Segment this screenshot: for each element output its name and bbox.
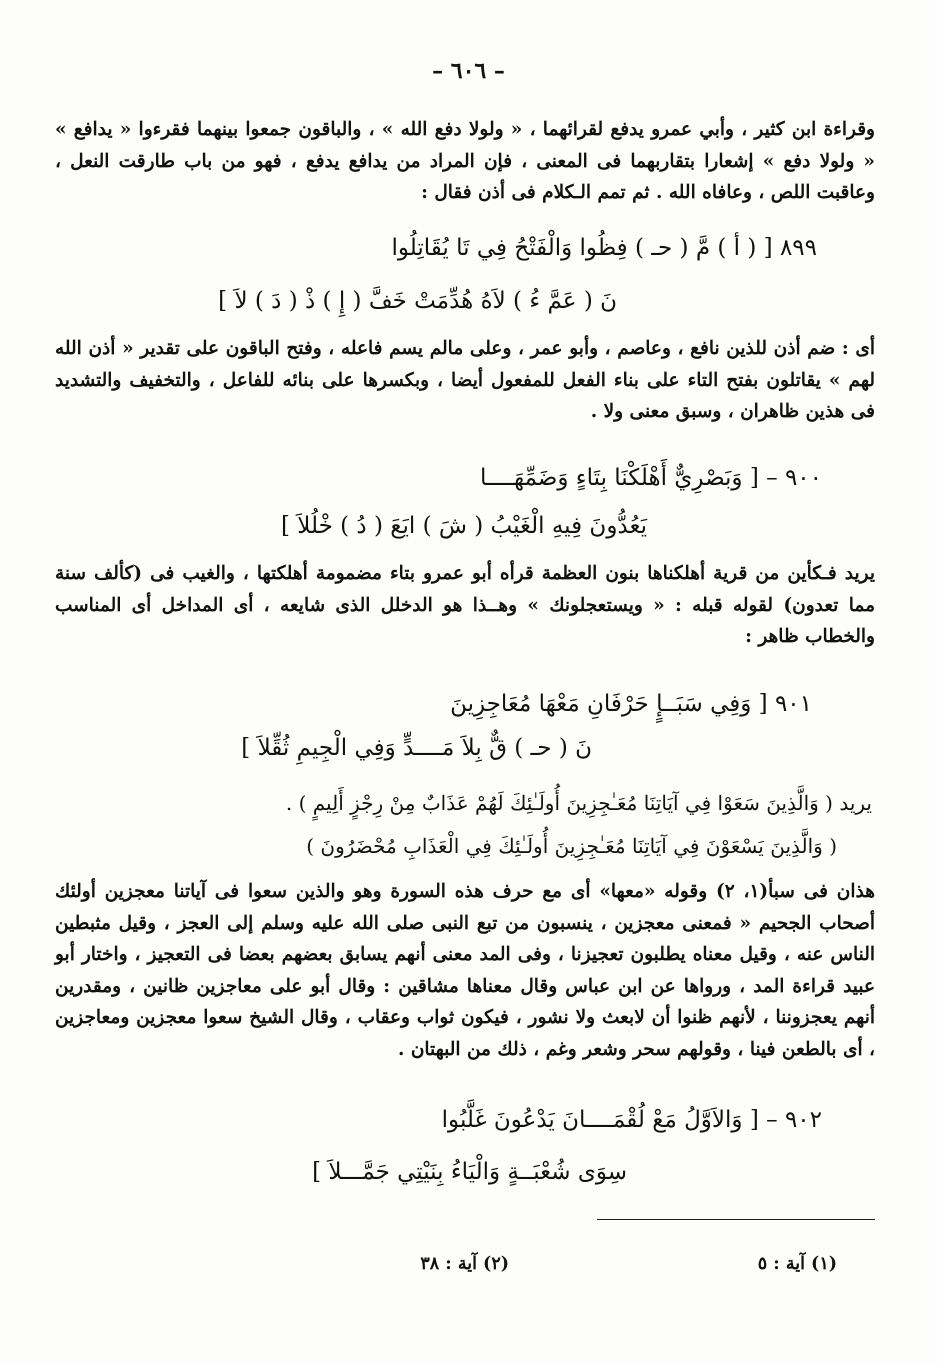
verse-901-first: ٩٠١ [ وَفِي سَبَــإٍ حَرْفَانِ مَعْهَا مُعَاجِزِينَ <box>450 691 812 717</box>
footnote-divider <box>597 1219 875 1220</box>
paragraph-901-explanation: هذان فى سبأ(١، ٢) وقوله «معها» أى مع حرف هذه السورة وهو والذين سعوا فى آياتنا معجزين أولئك أصحاب الجحيم « فمعنى معجزين ، ينسبون من تبع النبى صلى الله عليه وسلم إلى العجز ، وقيل مثبطين الناس عنه ، وقيل معناه يطلبون تعجيزنا ، وفى المد معنى أنهم يسابق بعضهم بعضا فى التعجيز ، واختار أبو عبيد قراءة المد ، ورواها عن ابن عباس وقال معناها مشاقين : وقال أبو على معاجزين ظانين ، ومقدرين أنهم يعجزوننا ، لأنهم ظنوا أن لابعث ولا نشور ، فيكون ثواب وعقاب ، وقال الشيخ سعوا معجزين ومعاجزين ، أى بالطعن فينا ، وقولهم سحر وشعر وغم ، ذلك من البهتان . <box>55 881 875 1060</box>
quran-quote-1: يريد ( وَالَّذِينَ سَعَوْا فِي آيَاتِنَا مُعَـٰجِزِينَ أُولَـٰئِكَ لَهُمْ عَذَابٌ مِنْ رِجْزٍ أَلِيمٍ ) . <box>285 791 872 815</box>
verse-902-second: سِوَى شُعْبَــةٍ وَالْيَاءُ بِنَيْتِي جَمَّـــلاَ ] <box>312 1159 627 1185</box>
paragraph-900-explanation: يريد فـكأين من قرية أهلكناها بنون العظمة قرأه أبو عمرو بتاء مضمومة أهلكتها ، والغيب فى (كألف سنة مما تعدون) لقوله قبله : « ويستعجلونك » وهــذا هو الدخلل الذى شايعه ، أى المداخل أى المناسب والخطاب ظاهر : <box>55 563 875 647</box>
paragraph-899-explanation: أى : ضم أذن للذين نافع ، وعاصم ، وأبو عمر ، وعلى مالم يسم فاعله ، وفتح الباقون على تقدير « أذن الله لهم » يقاتلون بفتح التاء على بناء الفعل للمفعول أيضا ، وبكسرها على بنائه للفاعل ، والتخفيف والتشديد فى هذين ظاهران ، وسبق معنى ولا . <box>55 338 875 422</box>
verse-899-second: نَ ( عَمَّ ءُ ) لاَهُ هُدِّمَتْ خَفَّ ( إِ ) ذْ ( دَ ) لاَ ] <box>218 288 617 314</box>
quran-quote-2: ( وَالَّذِينَ يَسْعَوْنَ فِي آيَاتِنَا مُعَـٰجِزِينَ أُولَـٰئِكَ فِي الْعَذَابِ مُحْضَرُونَ ) <box>306 834 837 858</box>
paragraph-intro: وقراءة ابن كثير ، وأبي عمرو يدفع لقرائهما ، « ولولا دفع الله » ، والباقون جمعوا بينهما فقرءوا « يدافع » « ولولا دفع » إشعارا بتقاربهما فى المعنى ، فإن المراد من يدافع يدفع ، فهو من باب طارقت النعل ، وعاقبت اللص ، وعافاه الله . ثم تمم الـكلام فى أذن فقال : <box>55 119 875 203</box>
footnote-1: (١) آية : ٥ <box>757 1254 837 1274</box>
verse-901-second: نَ ( حـ ) قٌّ بِلاَ مَــــدٍّ وَفِي الْجِيمِ ثُقِّلاَ ] <box>241 735 592 761</box>
footnote-2: (٢) آية : ٣٨ <box>420 1254 509 1274</box>
verse-900-second: يَعُدُّونَ فِيهِ الْغَيْبُ ( شَ ) ايَعَ ( دُ ) خْلُلاَ ] <box>280 513 647 539</box>
verse-899-first: ٨٩٩ [ ( أ ) مَّ ( حـ ) فِظُوا وَالْفَتْحُ فِي تَا يُقَاتِلُوا <box>391 235 817 261</box>
verse-900-first: ٩٠٠ – [ وَبَصْرِيٌّ أَهْلَكْنَا بِتَاءٍ وَضَمِّهَــــا <box>480 465 822 491</box>
verse-902-first: ٩٠٢ – [ وَالاَوَّلُ مَعْ لُقْمَــــانَ يَدْعُونَ غَلَّبُوا <box>441 1107 822 1133</box>
page-number: – ٦٠٦ – <box>432 58 505 84</box>
